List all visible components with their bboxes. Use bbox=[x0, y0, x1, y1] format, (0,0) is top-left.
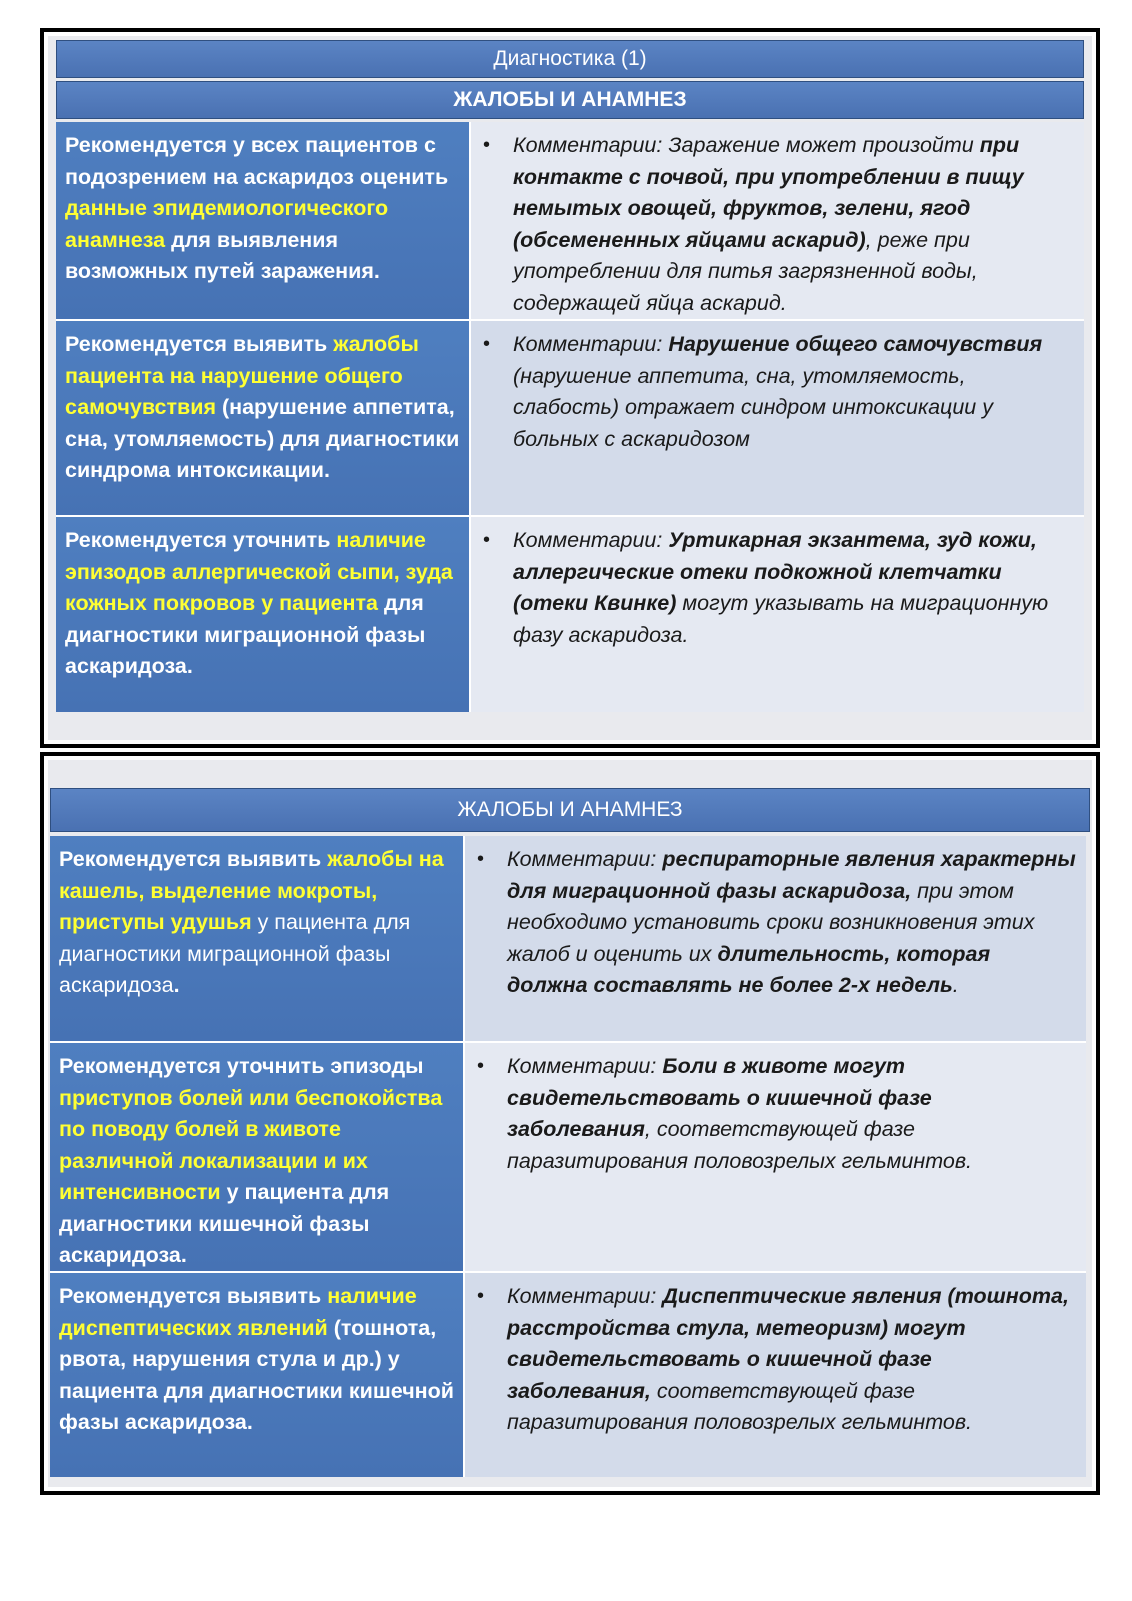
comment-cell bbox=[465, 836, 1086, 1041]
highlight-text: наличие эпизодов аллергической сыпи, зуда кожных покровов у пациента bbox=[65, 528, 453, 615]
highlight-text: данные эпидемиологического анамнеза bbox=[65, 196, 389, 252]
text: Комментарии: bbox=[507, 847, 663, 871]
text: , соответствующей фазе паразитирования половозрелых гельминтов. bbox=[507, 1117, 973, 1173]
text: . bbox=[952, 973, 959, 997]
bold-text: Диспептические явления (тошнота, расстройства стула, метеоризм) могут свидетельствовать о кишечной фазе заболевания, bbox=[507, 1284, 1069, 1403]
text: . bbox=[173, 973, 180, 997]
text: Комментарии: bbox=[507, 1284, 663, 1308]
text: (нарушение аппетита, сна, утомляемость, слабость) отражает синдром интоксикации у больных с аскаридозом bbox=[513, 363, 993, 451]
bullet: • bbox=[477, 1285, 485, 1307]
recommendation-cell bbox=[50, 1273, 465, 1477]
table-row bbox=[50, 836, 1086, 1041]
comment-cell bbox=[471, 517, 1084, 712]
text: Рекомендуется уточнить bbox=[65, 528, 337, 552]
bullet: • bbox=[483, 529, 491, 551]
bold-text: респираторные явления характерны для миграционной фазы аскаридоза, bbox=[507, 847, 1076, 903]
slide-2-body bbox=[48, 760, 1092, 1487]
bold-text: при контакте с почвой, при употреблении в пищу немытых овощей, фруктов, зелени, ягод (обсемененных яйцами аскарид) bbox=[513, 133, 1024, 252]
text: при этом необходимо установить сроки возникновения этих жалоб и оценить их bbox=[507, 878, 1035, 966]
highlight-text: жалобы на кашель, выделение мокроты, приступы удушья bbox=[59, 847, 444, 934]
bold-text: Уртикарная экзантема, зуд кожи, аллергические отеки подкожной клетчатки (отеки Квинке) bbox=[513, 528, 1037, 615]
text: у пациента для диагностики кишечной фазы аскаридоза. bbox=[59, 1180, 390, 1267]
text: Рекомендуется выявить bbox=[59, 847, 328, 871]
text: у пациента для диагностики миграционной фазы аскаридоза bbox=[59, 910, 411, 997]
text: (тошнота, рвота, нарушения стула и др.) у пациента для диагностики кишечной фазы аскаридоза. bbox=[59, 1315, 455, 1434]
text: Рекомендуется выявить bbox=[65, 332, 334, 356]
section-header: ЖАЛОБЫ И АНАМНЕЗ bbox=[50, 788, 1090, 832]
slide-1 bbox=[40, 28, 1100, 748]
recommendation-cell bbox=[50, 1043, 465, 1273]
slide-2 bbox=[40, 752, 1100, 1495]
bold-text: Боли в животе могут свидетельствовать о кишечной фазе заболевания bbox=[507, 1054, 932, 1141]
bullet: • bbox=[477, 1055, 485, 1077]
recommendation-cell bbox=[50, 836, 465, 1041]
table-row bbox=[56, 319, 1084, 517]
recommendation-cell bbox=[56, 517, 471, 712]
bold-text: Нарушение общего самочувствия bbox=[668, 332, 1043, 356]
text: для выявления возможных путей заражения. bbox=[65, 227, 380, 283]
recommendation-cell bbox=[56, 122, 471, 319]
text: Комментарии: Заражение может произойти bbox=[513, 133, 980, 157]
text: , реже при употреблении для питья загрязненной воды, содержащей яйца аскарид. bbox=[513, 227, 978, 315]
text: Комментарии: bbox=[507, 1054, 663, 1078]
text: могут указывать на миграционную фазу аскаридоза. bbox=[513, 591, 1049, 647]
comment-cell bbox=[465, 1043, 1086, 1273]
comment-cell bbox=[471, 321, 1084, 517]
recommendation-cell bbox=[56, 321, 471, 517]
slide-2-frame bbox=[44, 756, 1096, 1491]
text: Рекомендуется выявить bbox=[59, 1284, 328, 1308]
comment-cell bbox=[465, 1273, 1086, 1477]
bold-text: длительность, которая должна составлять не более 2-х недель bbox=[507, 941, 991, 997]
bullet: • bbox=[477, 848, 485, 870]
text: Комментарии: bbox=[513, 528, 669, 552]
bullet: • bbox=[483, 333, 491, 355]
table-row bbox=[56, 122, 1084, 319]
table-row bbox=[50, 1041, 1086, 1273]
highlight-text: наличие диспептических явлений bbox=[59, 1284, 417, 1340]
recommendation-table bbox=[56, 122, 1084, 724]
text: Рекомендуется у всех пациентов с подозрением на аскаридоз оценить bbox=[65, 133, 449, 189]
highlight-text: жалобы пациента на нарушение общего самочувствия bbox=[65, 332, 419, 419]
text: Рекомендуется уточнить эпизоды bbox=[59, 1054, 424, 1078]
highlight-text: приступов болей или беспокойства по поводу болей в животе различной локализации и их интенсивности bbox=[59, 1085, 443, 1204]
bullet: • bbox=[483, 134, 491, 156]
text: для диагностики миграционной фазы аскаридоза. bbox=[65, 591, 426, 678]
slide-1-body bbox=[48, 36, 1092, 740]
text: Комментарии: bbox=[513, 332, 669, 356]
comment-cell bbox=[471, 122, 1084, 319]
recommendation-table bbox=[50, 836, 1086, 1471]
table-row bbox=[56, 515, 1084, 712]
table-row bbox=[50, 1271, 1086, 1477]
slide-1-frame bbox=[44, 32, 1096, 744]
slide-title: Диагностика (1) bbox=[56, 40, 1084, 78]
section-header: ЖАЛОБЫ И АНАМНЕЗ bbox=[56, 81, 1084, 119]
text: соответствующей фазе паразитирования половозрелых гельминтов. bbox=[507, 1378, 973, 1434]
text: (нарушение аппетита, сна, утомляемость) для диагностики синдрома интоксикации. bbox=[65, 395, 460, 482]
